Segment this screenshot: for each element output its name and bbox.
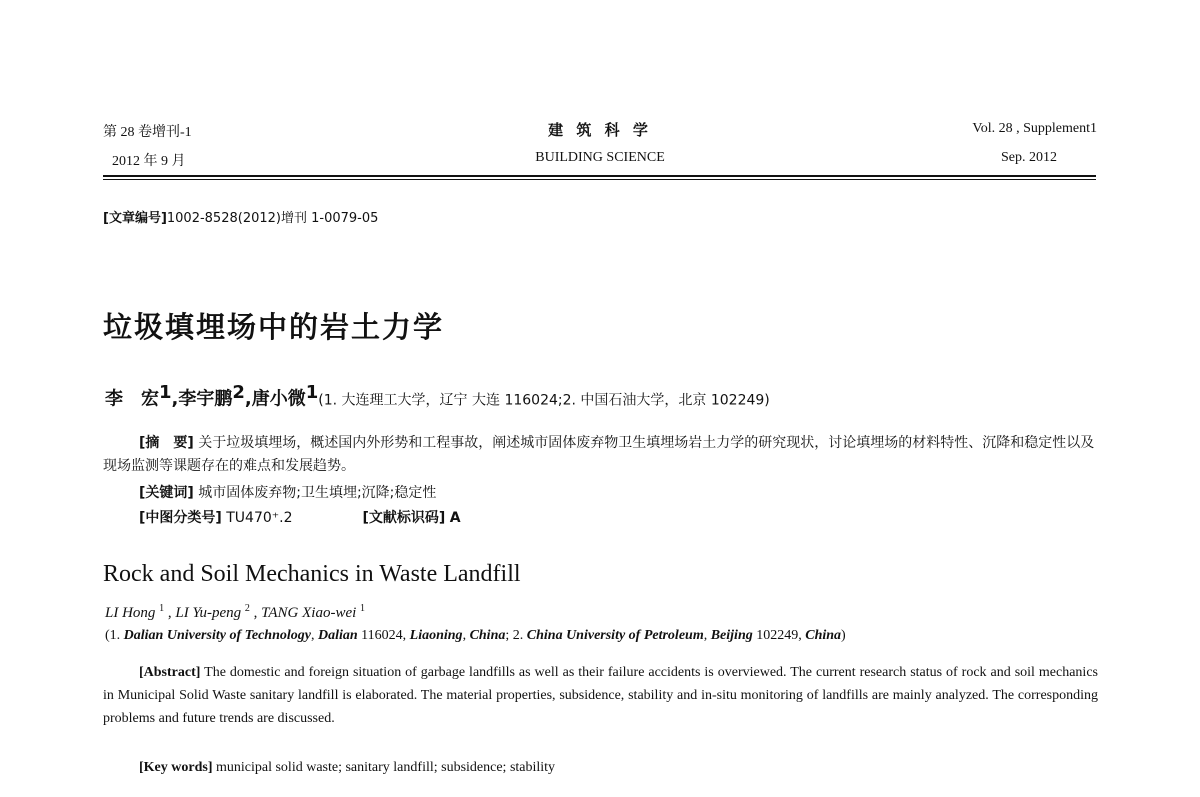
title-en: Rock and Soil Mechanics in Waste Landfill	[103, 561, 521, 587]
aff-en-city-2: Beijing	[710, 628, 753, 643]
article-number	[103, 207, 378, 226]
aff-en-zip-1: 116024,	[357, 628, 410, 643]
author-cn-1-sup: 1	[159, 382, 172, 403]
keywords-en-text: municipal solid waste; sanitary landfill; subsidence; stability	[216, 760, 556, 775]
author-cn-1: 李 宏	[105, 388, 159, 410]
author-en-3-sup: 1	[360, 603, 366, 614]
doc-code-label: [文献标识码]	[362, 510, 446, 526]
keywords-cn-label: [关键词]	[139, 485, 194, 501]
title-cn: 垃圾填埋场中的岩土力学	[103, 310, 445, 344]
abstract-en-text: The domestic and foreign situation of garbage landfills as well as their failure accidents is overviewed. The current research status of rock and soil mechanics in Municipal Solid Waste sanitary landfill is elaborated. The material properties, subsidence, stability and in-situ monitoring of landfills are mainly analyzed. The corresponding problems and future trends are discussed.	[103, 665, 1098, 726]
header-journal-en: BUILDING SCIENCE	[535, 150, 665, 165]
aff-en-province-1: Liaoning	[409, 628, 463, 643]
aff-en-university-1: Dalian University of Technology	[123, 628, 311, 643]
abstract-cn-text: 关于垃圾填埋场，概述国内外形势和工程事故，阐述城市固体废弃物卫生填埋场岩土力学的研究现状，讨论填埋场的材料特性、沉降和稳定性以及现场监测等课题存在的难点和发展趋势。	[103, 435, 1095, 474]
header-volume-en: Vol. 28 , Supplement1	[972, 121, 1097, 136]
header-journal-cn: 建 筑 科 学	[548, 121, 652, 139]
keywords-cn	[139, 482, 436, 505]
abstract-en	[103, 661, 1098, 730]
header-volume-cn: 第 28 卷增刊-1	[103, 125, 192, 140]
header-rule-thin	[103, 179, 1096, 180]
clc-value: TU470⁺.2	[226, 510, 293, 526]
aff-en-close: )	[841, 628, 846, 643]
aff-en-country-2: China	[805, 628, 842, 643]
classification-line	[139, 507, 461, 530]
affiliation-cn: (1. 大连理工大学，辽宁 大连 116024;2. 中国石油大学，北京 102249)	[318, 392, 770, 409]
article-number-label: [文章编号]	[103, 211, 167, 226]
header-date-cn: 2012 年 9 月	[112, 154, 186, 169]
authors-cn-line: 李 宏$^1$,李宇鹏$^2$,唐小微$^1$(1. 大连理工大学，辽宁 大连 116024;2. 中国石油大学，北京 102249)	[105, 382, 770, 410]
keywords-cn-text: 城市固体废弃物;卫生填埋;沉降;稳定性	[198, 485, 437, 501]
aff-en-comma-1b: ,	[462, 628, 470, 643]
abstract-cn-label: [摘 要]	[139, 435, 194, 451]
author-cn-3-sup: 1	[305, 382, 319, 403]
affiliation-en	[105, 628, 846, 644]
keywords-en	[139, 756, 555, 779]
clc-label: [中图分类号]	[139, 510, 222, 526]
aff-en-comma-1a: ,	[310, 628, 318, 643]
author-cn-2: 李宇鹏	[178, 388, 233, 410]
abstract-cn	[103, 432, 1098, 478]
author-en-1: LI Hong	[105, 605, 156, 621]
aff-en-university-2: China University of Petroleum	[526, 628, 704, 643]
aff-en-separator: ; 2.	[505, 628, 527, 643]
doc-code-value: A	[449, 510, 461, 526]
aff-en-zip-2: 102249,	[752, 628, 806, 643]
author-en-2: LI Yu-peng	[175, 605, 242, 621]
article-number-value: 1002-8528(2012)增刊 1-0079-05	[166, 211, 379, 226]
header-rule-thick	[103, 175, 1096, 177]
aff-en-open: (1.	[105, 628, 124, 643]
abstract-en-label: [Abstract]	[139, 665, 201, 680]
author-en-1-sup: 1	[159, 603, 165, 614]
aff-en-city-1: Dalian	[317, 628, 358, 643]
aff-en-comma-2a: ,	[703, 628, 711, 643]
author-cn-3: 唐小微	[251, 388, 306, 410]
aff-en-country-1: China	[469, 628, 506, 643]
author-cn-2-sup: 2	[232, 382, 245, 403]
keywords-en-label: [Key words]	[139, 760, 213, 775]
author-en-2-sup: 2	[244, 603, 250, 614]
authors-en-line: LI Hong $^1$ , LI Yu-peng $^2$ , TANG Xiao-wei $^1$	[105, 603, 366, 621]
header-date-en: Sep. 2012	[1001, 150, 1057, 165]
author-en-3: TANG Xiao-wei	[261, 605, 357, 621]
